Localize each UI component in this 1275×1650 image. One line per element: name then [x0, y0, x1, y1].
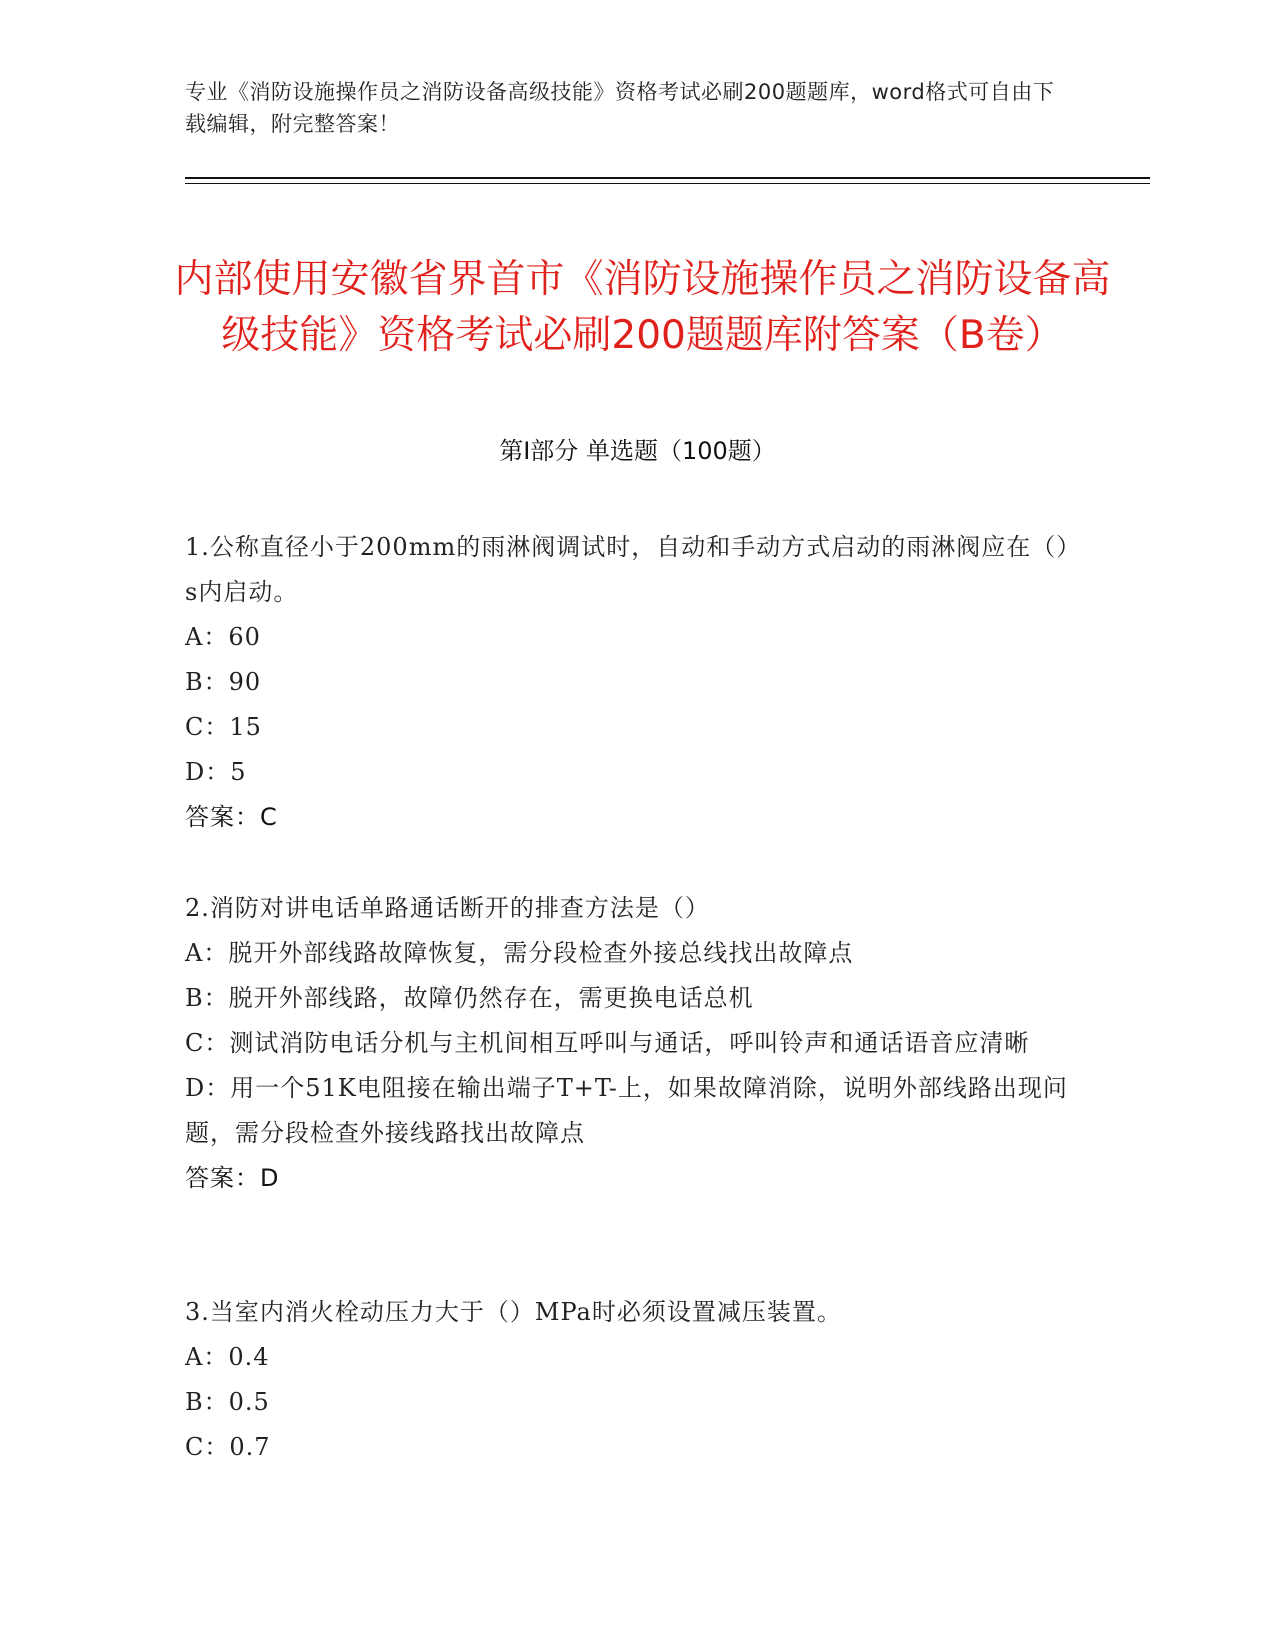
header-note: 专业《消防设施操作员之消防设备高级技能》资格考试必刷200题题库，word格式可自由下载编辑，附完整答案！ — [185, 80, 1055, 136]
option-c: C：0.7 — [185, 1433, 271, 1461]
question-1 — [185, 525, 1085, 840]
option-a: A：60 — [185, 623, 261, 651]
answer: 答案：D — [185, 1164, 280, 1192]
document-title: 内部使用安徽省界首市《消防设施操作员之消防设备高级技能》资格考试必刷200题题库附答案（B卷） — [174, 257, 1111, 359]
answer: 答案：C — [185, 803, 278, 831]
option-a: A：0.4 — [185, 1343, 270, 1371]
option-b: B：0.5 — [185, 1388, 270, 1416]
header-rule-thick — [185, 177, 1150, 179]
question-stem: 3.当室内消火栓动压力大于（）MPa时必须设置减压装置。 — [185, 1298, 842, 1326]
section-title: 第Ⅰ部分 单选题（100题） — [499, 437, 776, 465]
header-rule-thin — [185, 183, 1150, 184]
option-c: C：测试消防电话分机与主机间相互呼叫与通话，呼叫铃声和通话语音应清晰 — [185, 1029, 1030, 1057]
option-d: D：5 — [185, 758, 247, 786]
option-b: B：90 — [185, 668, 262, 696]
option-d: D：用一个51K电阻接在输出端子T+T-上，如果故障消除，说明外部线路出现问题，需分段检查外接线路找出故障点 — [185, 1074, 1068, 1147]
question-stem: 1.公称直径小于200mm的雨淋阀调试时，自动和手动方式启动的雨淋阀应在（）s内启动。 — [185, 533, 1082, 606]
option-a: A：脱开外部线路故障恢复，需分段检查外接总线找出故障点 — [185, 939, 854, 967]
question-2 — [185, 886, 1085, 1201]
option-c: C：15 — [185, 713, 262, 741]
question-stem: 2.消防对讲电话单路通话断开的排查方法是（） — [185, 894, 710, 922]
option-b: B：脱开外部线路，故障仍然存在，需更换电话总机 — [185, 984, 754, 1012]
question-3 — [185, 1290, 1085, 1470]
